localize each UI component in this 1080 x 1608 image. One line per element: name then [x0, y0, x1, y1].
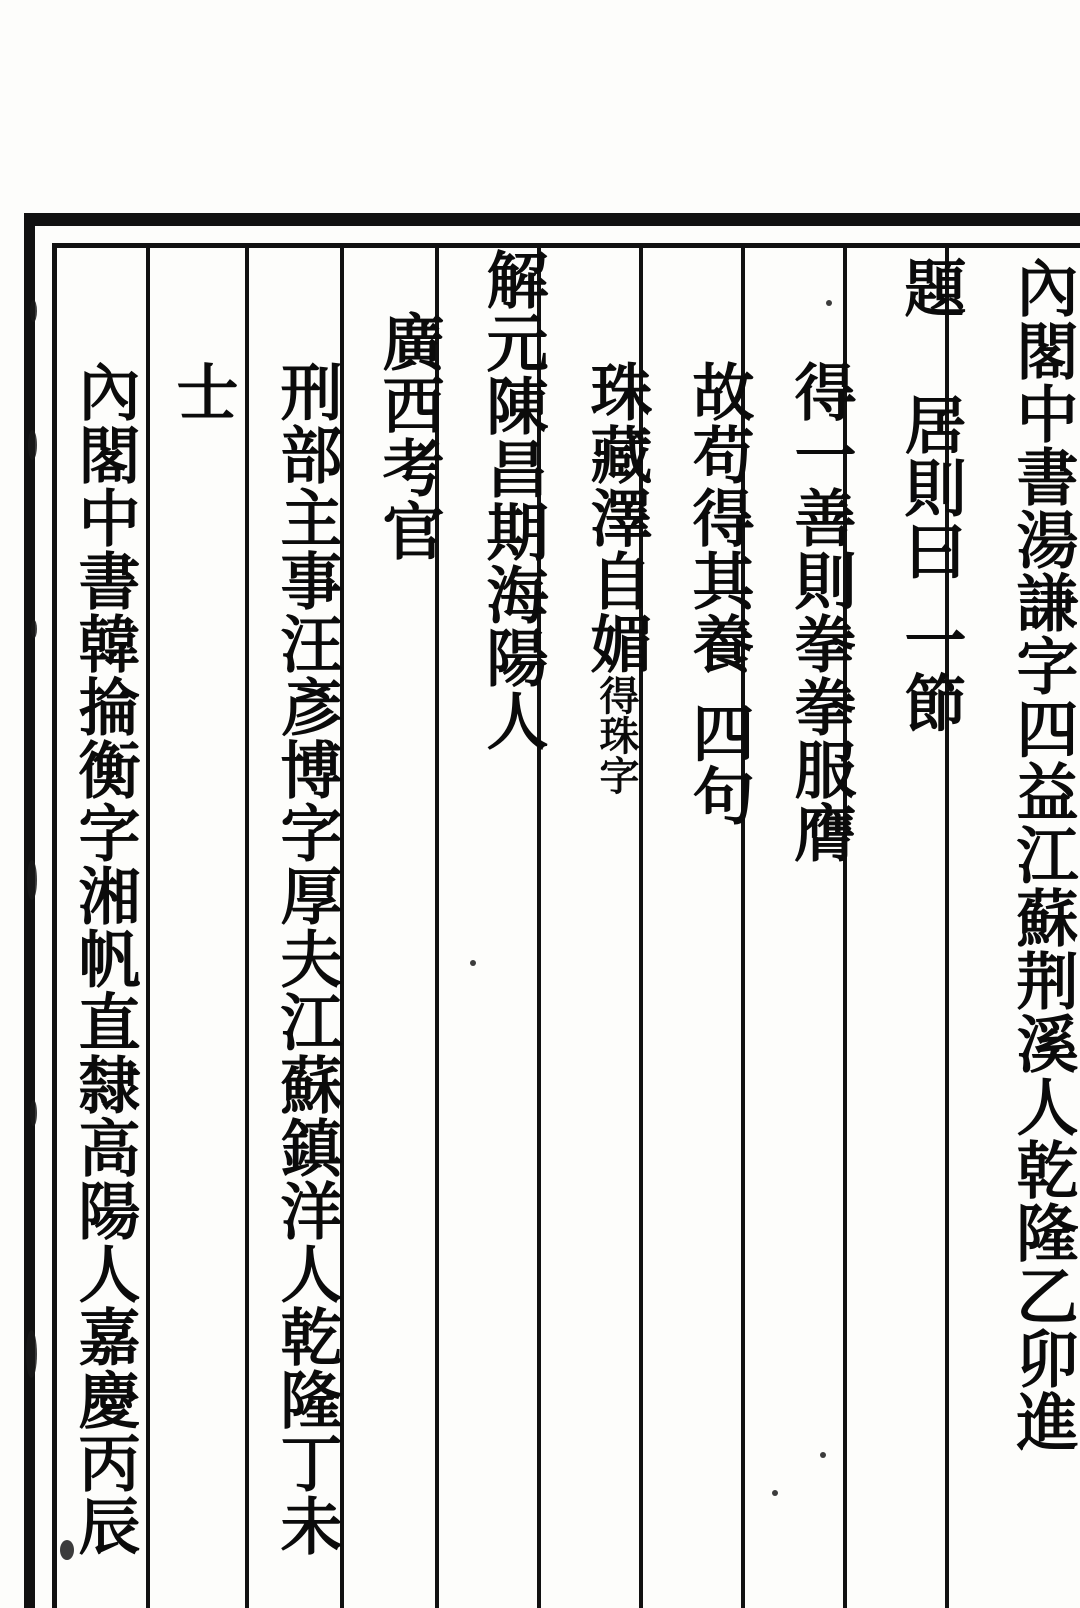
ink-speckle: [772, 1490, 778, 1496]
text-column-entry-han-lunheng: [40, 360, 141, 1557]
column-text: 刑部主事汪彥博字厚夫江蘇鎮洋人乾隆丁未: [270, 360, 343, 1557]
text-column-topic-line-4: [552, 360, 653, 795]
column-text: 廣西考官: [372, 310, 445, 562]
column-text: 內閣中書韓掄衡字湘帆直隸高陽人嘉慶丙辰: [68, 360, 141, 1557]
column-annotation: 一節: [894, 608, 967, 734]
column-annotation: 四句: [682, 701, 755, 827]
ink-speckle: [30, 1100, 37, 1126]
text-column-entry-marker-shi: [138, 360, 239, 423]
ink-speckle: [28, 430, 37, 460]
ink-speckle: [826, 300, 832, 306]
ink-speckle: [26, 1330, 37, 1378]
column-text: 得一善則拳拳服膺: [784, 360, 857, 864]
text-column-entry-tang-qian: [978, 256, 1079, 1453]
column-text: 內閣中書湯謙字四益江蘇荆溪人乾隆乙卯進: [1006, 256, 1079, 1453]
column-text: 故苟得其養: [682, 360, 755, 675]
ink-speckle: [27, 860, 37, 900]
text-column-entry-wang-yanbo: [242, 360, 343, 1557]
ink-speckle: [30, 300, 37, 322]
text-column-heading-guangxi-examiners: [344, 310, 445, 562]
ink-speckle: [31, 620, 37, 638]
column-text: 題 居則曰: [894, 256, 967, 582]
column-text: 珠藏澤自媚: [580, 360, 653, 675]
column-text: 解元陳昌期海陽人: [476, 248, 549, 752]
text-column-topic-header: [866, 256, 967, 734]
column-rule: [146, 248, 150, 1608]
ink-speckle: [470, 960, 476, 966]
ink-speckle: [820, 1452, 826, 1458]
text-column-topic-line-3: [654, 360, 755, 827]
column-text: 士: [166, 360, 239, 423]
text-column-topic-line-2: [756, 360, 857, 864]
column-annotation: 得珠字: [593, 675, 640, 795]
text-column-entry-chen-changqi: [448, 248, 549, 752]
